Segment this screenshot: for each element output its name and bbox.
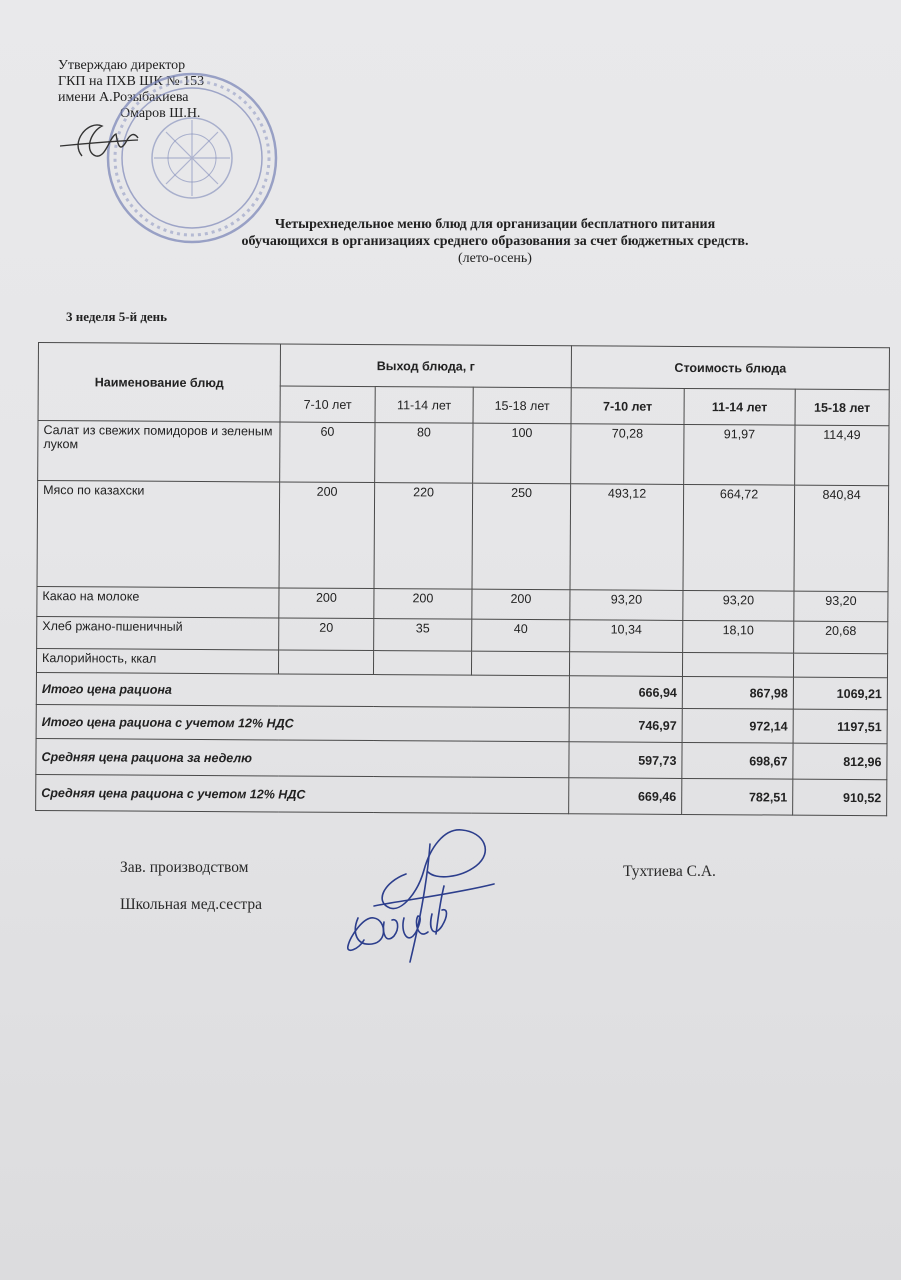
output-11-14: 200 <box>374 589 472 620</box>
cost-7-10: 10,34 <box>570 620 683 653</box>
total-row <box>36 672 887 709</box>
dish-name: Салат из свежих помидоров и зеленым луком <box>38 421 280 482</box>
cost-15-18: 93,20 <box>794 591 888 622</box>
approval-line-4: Омаров Ш.Н. <box>120 106 201 121</box>
total-row <box>36 738 887 779</box>
document-title <box>150 216 840 267</box>
total-label: Итого цена рациона с учетом 12% НДС <box>36 704 569 741</box>
total-label: Средняя цена рациона за неделю <box>36 738 569 777</box>
total-value: 782,51 <box>682 778 793 815</box>
age-header: 7-10 лет <box>571 388 684 425</box>
menu-table <box>35 342 890 816</box>
approval-line-1: Утверждаю директор <box>58 58 186 73</box>
cost-11-14: 18,10 <box>683 620 794 653</box>
total-value: 746,97 <box>569 708 682 743</box>
cost-11-14: 93,20 <box>683 590 794 621</box>
empty-cell <box>569 652 682 677</box>
output-15-18: 40 <box>472 619 570 652</box>
title-line-1: Четырехнедельное меню блюд для организации бесплатного питания <box>274 217 716 232</box>
total-value: 1197,51 <box>793 709 887 744</box>
cost-7-10: 493,12 <box>570 484 684 591</box>
nurse-label: Школьная мед.сестра <box>120 896 262 913</box>
empty-cell <box>471 651 569 676</box>
total-value: 669,46 <box>569 778 682 815</box>
total-value: 910,52 <box>793 779 887 816</box>
output-7-10: 20 <box>279 618 374 651</box>
total-value: 812,96 <box>793 743 887 780</box>
output-7-10: 200 <box>279 588 374 619</box>
total-row <box>36 774 887 815</box>
total-value: 698,67 <box>682 742 793 779</box>
table-row <box>37 481 889 592</box>
output-15-18: 100 <box>473 423 571 484</box>
week-day-label: 3 неделя 5-й день <box>66 309 168 324</box>
total-value: 867,98 <box>682 676 793 709</box>
age-header: 11-14 лет <box>684 388 795 425</box>
age-header: 7-10 лет <box>280 386 375 423</box>
title-line-3: (лето-осень) <box>458 251 532 266</box>
signer-name: Тухтиева С.А. <box>623 863 716 880</box>
title-line-2: обучающихся в организациях среднего образования за счет бюджетных средств. <box>241 234 749 249</box>
cost-11-14: 664,72 <box>683 484 795 591</box>
production-manager-label: Зав. производством <box>120 859 249 876</box>
output-7-10: 60 <box>280 422 375 483</box>
total-value: 597,73 <box>569 742 682 779</box>
empty-cell <box>278 650 373 675</box>
age-header: 15-18 лет <box>795 389 889 426</box>
handwritten-signature <box>344 822 504 967</box>
output-15-18: 250 <box>472 483 571 590</box>
output-11-14: 220 <box>374 483 473 590</box>
cost-15-18: 114,49 <box>795 425 889 486</box>
age-header: 11-14 лет <box>375 387 473 424</box>
total-label: Средняя цена рациона с учетом 12% НДС <box>36 774 569 813</box>
approval-line-3: имени А.Розыбакиева <box>58 90 189 105</box>
empty-cell <box>682 652 793 677</box>
output-7-10: 200 <box>279 482 375 589</box>
dish-name: Мясо по казахски <box>37 481 280 588</box>
output-11-14: 35 <box>374 619 472 652</box>
cost-7-10: 93,20 <box>570 590 683 621</box>
empty-cell <box>793 653 887 678</box>
cost-15-18: 840,84 <box>794 485 889 592</box>
total-value: 1069,21 <box>793 677 887 710</box>
output-15-18: 200 <box>472 589 570 620</box>
table-row <box>38 421 889 486</box>
total-label: Итого цена рациона <box>36 672 569 707</box>
approval-line-2: ГКП на ПХВ ШК № 153 <box>58 74 205 89</box>
header-dish-name: Наименование блюд <box>38 343 280 422</box>
total-row <box>36 704 887 743</box>
cost-11-14: 91,97 <box>684 424 795 485</box>
dish-name: Хлеб ржано-пшеничный <box>37 616 279 649</box>
director-signature <box>60 112 160 172</box>
output-11-14: 80 <box>375 423 473 484</box>
total-value: 972,14 <box>682 708 793 743</box>
dish-name: Какао на молоке <box>37 586 279 617</box>
table-row <box>37 616 888 653</box>
cost-7-10: 70,28 <box>571 424 684 485</box>
header-output: Выход блюда, г <box>280 344 571 388</box>
age-header: 15-18 лет <box>473 387 571 424</box>
calories-label: Калорийность, ккал <box>36 648 278 673</box>
cost-15-18: 20,68 <box>794 621 888 654</box>
total-value: 666,94 <box>569 676 682 709</box>
header-cost: Стоимость блюда <box>571 346 889 390</box>
empty-cell <box>373 651 471 676</box>
